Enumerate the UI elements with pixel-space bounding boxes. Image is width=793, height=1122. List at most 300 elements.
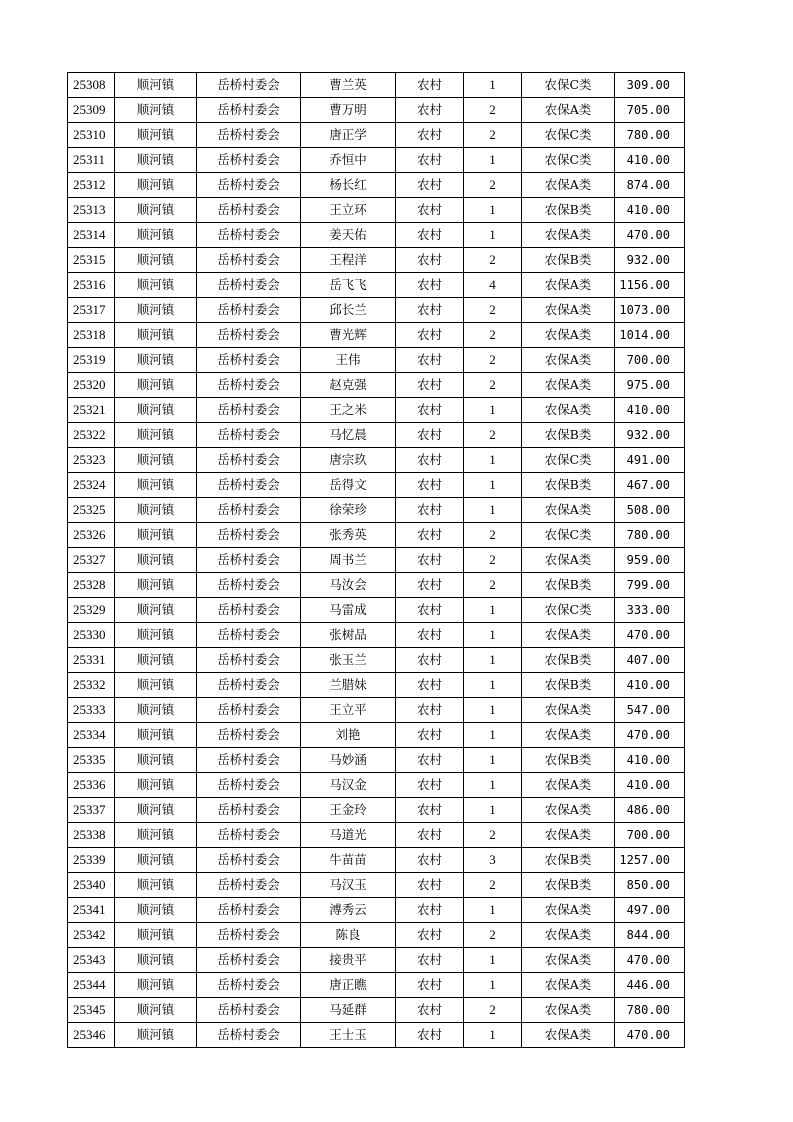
person-name-cell: 兰腊妹 [301, 673, 396, 698]
amount-cell: 470.00 [615, 1023, 685, 1048]
town-cell: 顺河镇 [115, 523, 197, 548]
person-name-cell: 陈良 [301, 923, 396, 948]
area-type-cell: 农村 [396, 473, 464, 498]
household-count-cell: 2 [464, 373, 522, 398]
household-count-cell: 1 [464, 773, 522, 798]
record-id-cell: 25346 [68, 1023, 115, 1048]
household-count-cell: 2 [464, 523, 522, 548]
amount-cell: 491.00 [615, 448, 685, 473]
record-id-cell: 25336 [68, 773, 115, 798]
person-name-cell: 溥秀云 [301, 898, 396, 923]
amount-cell: 700.00 [615, 348, 685, 373]
amount-cell: 486.00 [615, 798, 685, 823]
insurance-type-cell: 农保A类 [522, 348, 615, 373]
household-count-cell: 1 [464, 748, 522, 773]
person-name-cell: 马忆晨 [301, 423, 396, 448]
record-id-cell: 25311 [68, 148, 115, 173]
table-row [68, 773, 685, 798]
table-row [68, 148, 685, 173]
town-cell: 顺河镇 [115, 798, 197, 823]
household-count-cell: 1 [464, 598, 522, 623]
amount-cell: 799.00 [615, 573, 685, 598]
area-type-cell: 农村 [396, 423, 464, 448]
amount-cell: 410.00 [615, 398, 685, 423]
amount-cell: 959.00 [615, 548, 685, 573]
amount-cell: 309.00 [615, 73, 685, 98]
area-type-cell: 农村 [396, 898, 464, 923]
insurance-type-cell: 农保A类 [522, 273, 615, 298]
record-id-cell: 25310 [68, 123, 115, 148]
area-type-cell: 农村 [396, 448, 464, 473]
town-cell: 顺河镇 [115, 398, 197, 423]
area-type-cell: 农村 [396, 748, 464, 773]
town-cell: 顺河镇 [115, 598, 197, 623]
table-row [68, 498, 685, 523]
town-cell: 顺河镇 [115, 698, 197, 723]
insurance-type-cell: 农保C类 [522, 523, 615, 548]
amount-cell: 1257.00 [615, 848, 685, 873]
town-cell: 顺河镇 [115, 823, 197, 848]
household-count-cell: 1 [464, 898, 522, 923]
household-count-cell: 2 [464, 348, 522, 373]
village-committee-cell: 岳桥村委会 [197, 348, 301, 373]
table-row [68, 398, 685, 423]
amount-cell: 1014.00 [615, 323, 685, 348]
table-row [68, 648, 685, 673]
roster-table-body [68, 73, 685, 1048]
household-count-cell: 1 [464, 798, 522, 823]
amount-cell: 508.00 [615, 498, 685, 523]
area-type-cell: 农村 [396, 623, 464, 648]
town-cell: 顺河镇 [115, 123, 197, 148]
village-committee-cell: 岳桥村委会 [197, 98, 301, 123]
area-type-cell: 农村 [396, 123, 464, 148]
area-type-cell: 农村 [396, 773, 464, 798]
record-id-cell: 25316 [68, 273, 115, 298]
insurance-type-cell: 农保B类 [522, 673, 615, 698]
town-cell: 顺河镇 [115, 748, 197, 773]
record-id-cell: 25318 [68, 323, 115, 348]
table-row [68, 198, 685, 223]
record-id-cell: 25340 [68, 873, 115, 898]
household-count-cell: 1 [464, 948, 522, 973]
person-name-cell: 乔恒中 [301, 148, 396, 173]
table-row [68, 248, 685, 273]
town-cell: 顺河镇 [115, 73, 197, 98]
household-count-cell: 2 [464, 573, 522, 598]
person-name-cell: 王程洋 [301, 248, 396, 273]
amount-cell: 470.00 [615, 623, 685, 648]
village-committee-cell: 岳桥村委会 [197, 923, 301, 948]
insurance-type-cell: 农保A类 [522, 398, 615, 423]
insurance-type-cell: 农保A类 [522, 973, 615, 998]
table-row [68, 423, 685, 448]
village-committee-cell: 岳桥村委会 [197, 173, 301, 198]
household-count-cell: 1 [464, 73, 522, 98]
household-count-cell: 1 [464, 473, 522, 498]
village-committee-cell: 岳桥村委会 [197, 373, 301, 398]
table-row [68, 473, 685, 498]
household-count-cell: 1 [464, 148, 522, 173]
insurance-type-cell: 农保A类 [522, 173, 615, 198]
person-name-cell: 王士玉 [301, 1023, 396, 1048]
table-row [68, 223, 685, 248]
person-name-cell: 王伟 [301, 348, 396, 373]
record-id-cell: 25329 [68, 598, 115, 623]
area-type-cell: 农村 [396, 223, 464, 248]
town-cell: 顺河镇 [115, 473, 197, 498]
village-committee-cell: 岳桥村委会 [197, 573, 301, 598]
village-committee-cell: 岳桥村委会 [197, 473, 301, 498]
insurance-type-cell: 农保B类 [522, 248, 615, 273]
village-committee-cell: 岳桥村委会 [197, 873, 301, 898]
town-cell: 顺河镇 [115, 648, 197, 673]
amount-cell: 410.00 [615, 748, 685, 773]
town-cell: 顺河镇 [115, 498, 197, 523]
area-type-cell: 农村 [396, 523, 464, 548]
household-count-cell: 2 [464, 423, 522, 448]
table-row [68, 723, 685, 748]
town-cell: 顺河镇 [115, 973, 197, 998]
table-row [68, 523, 685, 548]
town-cell: 顺河镇 [115, 323, 197, 348]
person-name-cell: 姜天佑 [301, 223, 396, 248]
area-type-cell: 农村 [396, 848, 464, 873]
person-name-cell: 张玉兰 [301, 648, 396, 673]
record-id-cell: 25344 [68, 973, 115, 998]
village-committee-cell: 岳桥村委会 [197, 523, 301, 548]
person-name-cell: 接贵平 [301, 948, 396, 973]
table-row [68, 348, 685, 373]
village-committee-cell: 岳桥村委会 [197, 1023, 301, 1048]
area-type-cell: 农村 [396, 798, 464, 823]
area-type-cell: 农村 [396, 723, 464, 748]
insurance-type-cell: 农保A类 [522, 723, 615, 748]
table-row [68, 373, 685, 398]
record-id-cell: 25328 [68, 573, 115, 598]
table-row [68, 273, 685, 298]
household-count-cell: 1 [464, 198, 522, 223]
table-row [68, 173, 685, 198]
record-id-cell: 25332 [68, 673, 115, 698]
person-name-cell: 马延群 [301, 998, 396, 1023]
person-name-cell: 牛苗苗 [301, 848, 396, 873]
area-type-cell: 农村 [396, 373, 464, 398]
amount-cell: 932.00 [615, 423, 685, 448]
record-id-cell: 25338 [68, 823, 115, 848]
insurance-type-cell: 农保A类 [522, 373, 615, 398]
record-id-cell: 25335 [68, 748, 115, 773]
insurance-type-cell: 农保A类 [522, 548, 615, 573]
town-cell: 顺河镇 [115, 248, 197, 273]
village-committee-cell: 岳桥村委会 [197, 248, 301, 273]
town-cell: 顺河镇 [115, 923, 197, 948]
village-committee-cell: 岳桥村委会 [197, 648, 301, 673]
insurance-type-cell: 农保C类 [522, 73, 615, 98]
town-cell: 顺河镇 [115, 948, 197, 973]
insurance-type-cell: 农保B类 [522, 473, 615, 498]
insurance-type-cell: 农保C类 [522, 123, 615, 148]
record-id-cell: 25312 [68, 173, 115, 198]
village-committee-cell: 岳桥村委会 [197, 423, 301, 448]
table-row [68, 923, 685, 948]
table-row [68, 623, 685, 648]
person-name-cell: 徐荣珍 [301, 498, 396, 523]
amount-cell: 1073.00 [615, 298, 685, 323]
table-row [68, 573, 685, 598]
insurance-type-cell: 农保A类 [522, 698, 615, 723]
town-cell: 顺河镇 [115, 198, 197, 223]
village-committee-cell: 岳桥村委会 [197, 948, 301, 973]
insurance-type-cell: 农保C类 [522, 598, 615, 623]
record-id-cell: 25320 [68, 373, 115, 398]
person-name-cell: 曹兰英 [301, 73, 396, 98]
table-row [68, 973, 685, 998]
person-name-cell: 王立平 [301, 698, 396, 723]
record-id-cell: 25308 [68, 73, 115, 98]
insurance-type-cell: 农保A类 [522, 898, 615, 923]
person-name-cell: 岳得文 [301, 473, 396, 498]
record-id-cell: 25317 [68, 298, 115, 323]
insurance-type-cell: 农保A类 [522, 298, 615, 323]
record-id-cell: 25334 [68, 723, 115, 748]
village-committee-cell: 岳桥村委会 [197, 823, 301, 848]
household-count-cell: 2 [464, 248, 522, 273]
village-committee-cell: 岳桥村委会 [197, 498, 301, 523]
area-type-cell: 农村 [396, 823, 464, 848]
amount-cell: 844.00 [615, 923, 685, 948]
person-name-cell: 曹万明 [301, 98, 396, 123]
record-id-cell: 25313 [68, 198, 115, 223]
table-row [68, 448, 685, 473]
insurance-type-cell: 农保B类 [522, 748, 615, 773]
household-count-cell: 1 [464, 498, 522, 523]
amount-cell: 932.00 [615, 248, 685, 273]
household-count-cell: 2 [464, 823, 522, 848]
area-type-cell: 农村 [396, 273, 464, 298]
person-name-cell: 马雷成 [301, 598, 396, 623]
insurance-type-cell: 农保A类 [522, 798, 615, 823]
table-row [68, 98, 685, 123]
record-id-cell: 25322 [68, 423, 115, 448]
insurance-type-cell: 农保A类 [522, 1023, 615, 1048]
amount-cell: 470.00 [615, 948, 685, 973]
town-cell: 顺河镇 [115, 223, 197, 248]
insurance-type-cell: 农保A类 [522, 223, 615, 248]
area-type-cell: 农村 [396, 698, 464, 723]
area-type-cell: 农村 [396, 573, 464, 598]
table-row [68, 748, 685, 773]
person-name-cell: 唐正瞧 [301, 973, 396, 998]
town-cell: 顺河镇 [115, 1023, 197, 1048]
household-count-cell: 2 [464, 323, 522, 348]
person-name-cell: 马汉玉 [301, 873, 396, 898]
insurance-type-cell: 农保A类 [522, 923, 615, 948]
table-row [68, 998, 685, 1023]
table-row [68, 798, 685, 823]
record-id-cell: 25337 [68, 798, 115, 823]
town-cell: 顺河镇 [115, 373, 197, 398]
record-id-cell: 25342 [68, 923, 115, 948]
person-name-cell: 王立环 [301, 198, 396, 223]
amount-cell: 410.00 [615, 148, 685, 173]
person-name-cell: 马妙涵 [301, 748, 396, 773]
person-name-cell: 刘艳 [301, 723, 396, 748]
insurance-type-cell: 农保A类 [522, 948, 615, 973]
area-type-cell: 农村 [396, 348, 464, 373]
village-committee-cell: 岳桥村委会 [197, 723, 301, 748]
area-type-cell: 农村 [396, 998, 464, 1023]
amount-cell: 467.00 [615, 473, 685, 498]
town-cell: 顺河镇 [115, 723, 197, 748]
amount-cell: 410.00 [615, 773, 685, 798]
village-committee-cell: 岳桥村委会 [197, 298, 301, 323]
household-count-cell: 3 [464, 848, 522, 873]
village-committee-cell: 岳桥村委会 [197, 73, 301, 98]
household-count-cell: 2 [464, 173, 522, 198]
household-count-cell: 2 [464, 548, 522, 573]
table-row [68, 873, 685, 898]
insurance-type-cell: 农保B类 [522, 423, 615, 448]
town-cell: 顺河镇 [115, 998, 197, 1023]
town-cell: 顺河镇 [115, 448, 197, 473]
person-name-cell: 赵克强 [301, 373, 396, 398]
insurance-type-cell: 农保B类 [522, 848, 615, 873]
household-count-cell: 2 [464, 123, 522, 148]
household-count-cell: 1 [464, 398, 522, 423]
village-committee-cell: 岳桥村委会 [197, 998, 301, 1023]
record-id-cell: 25330 [68, 623, 115, 648]
household-count-cell: 1 [464, 623, 522, 648]
area-type-cell: 农村 [396, 173, 464, 198]
town-cell: 顺河镇 [115, 773, 197, 798]
amount-cell: 850.00 [615, 873, 685, 898]
table-row [68, 823, 685, 848]
record-id-cell: 25339 [68, 848, 115, 873]
record-id-cell: 25345 [68, 998, 115, 1023]
town-cell: 顺河镇 [115, 898, 197, 923]
area-type-cell: 农村 [396, 248, 464, 273]
person-name-cell: 张秀英 [301, 523, 396, 548]
village-committee-cell: 岳桥村委会 [197, 273, 301, 298]
household-count-cell: 1 [464, 223, 522, 248]
town-cell: 顺河镇 [115, 848, 197, 873]
person-name-cell: 邱长兰 [301, 298, 396, 323]
insurance-type-cell: 农保A类 [522, 323, 615, 348]
record-id-cell: 25324 [68, 473, 115, 498]
village-committee-cell: 岳桥村委会 [197, 773, 301, 798]
village-committee-cell: 岳桥村委会 [197, 198, 301, 223]
insurance-type-cell: 农保B类 [522, 873, 615, 898]
village-committee-cell: 岳桥村委会 [197, 148, 301, 173]
record-id-cell: 25315 [68, 248, 115, 273]
amount-cell: 470.00 [615, 223, 685, 248]
area-type-cell: 农村 [396, 148, 464, 173]
village-committee-cell: 岳桥村委会 [197, 448, 301, 473]
person-name-cell: 岳飞飞 [301, 273, 396, 298]
town-cell: 顺河镇 [115, 148, 197, 173]
record-id-cell: 25333 [68, 698, 115, 723]
amount-cell: 705.00 [615, 98, 685, 123]
town-cell: 顺河镇 [115, 98, 197, 123]
insurance-type-cell: 农保A类 [522, 623, 615, 648]
household-count-cell: 2 [464, 98, 522, 123]
area-type-cell: 农村 [396, 923, 464, 948]
village-committee-cell: 岳桥村委会 [197, 548, 301, 573]
table-row [68, 1023, 685, 1048]
area-type-cell: 农村 [396, 948, 464, 973]
person-name-cell: 杨长红 [301, 173, 396, 198]
household-count-cell: 1 [464, 1023, 522, 1048]
town-cell: 顺河镇 [115, 348, 197, 373]
amount-cell: 547.00 [615, 698, 685, 723]
record-id-cell: 25309 [68, 98, 115, 123]
amount-cell: 780.00 [615, 123, 685, 148]
insurance-type-cell: 农保A类 [522, 98, 615, 123]
village-committee-cell: 岳桥村委会 [197, 323, 301, 348]
person-name-cell: 王之米 [301, 398, 396, 423]
amount-cell: 470.00 [615, 723, 685, 748]
record-id-cell: 25323 [68, 448, 115, 473]
town-cell: 顺河镇 [115, 873, 197, 898]
village-committee-cell: 岳桥村委会 [197, 798, 301, 823]
town-cell: 顺河镇 [115, 423, 197, 448]
household-count-cell: 1 [464, 973, 522, 998]
household-count-cell: 1 [464, 648, 522, 673]
amount-cell: 975.00 [615, 373, 685, 398]
record-id-cell: 25319 [68, 348, 115, 373]
person-name-cell: 马汉金 [301, 773, 396, 798]
area-type-cell: 农村 [396, 398, 464, 423]
insurance-type-cell: 农保B类 [522, 198, 615, 223]
table-row [68, 548, 685, 573]
insurance-type-cell: 农保C类 [522, 448, 615, 473]
household-count-cell: 1 [464, 673, 522, 698]
person-name-cell: 张树品 [301, 623, 396, 648]
amount-cell: 874.00 [615, 173, 685, 198]
record-id-cell: 25331 [68, 648, 115, 673]
area-type-cell: 农村 [396, 73, 464, 98]
amount-cell: 333.00 [615, 598, 685, 623]
amount-cell: 1156.00 [615, 273, 685, 298]
village-committee-cell: 岳桥村委会 [197, 848, 301, 873]
village-committee-cell: 岳桥村委会 [197, 973, 301, 998]
town-cell: 顺河镇 [115, 573, 197, 598]
person-name-cell: 周书兰 [301, 548, 396, 573]
roster-table [67, 72, 685, 1048]
person-name-cell: 唐正学 [301, 123, 396, 148]
insurance-type-cell: 农保B类 [522, 648, 615, 673]
area-type-cell: 农村 [396, 1023, 464, 1048]
amount-cell: 446.00 [615, 973, 685, 998]
table-row [68, 598, 685, 623]
village-committee-cell: 岳桥村委会 [197, 223, 301, 248]
village-committee-cell: 岳桥村委会 [197, 673, 301, 698]
town-cell: 顺河镇 [115, 673, 197, 698]
record-id-cell: 25326 [68, 523, 115, 548]
record-id-cell: 25314 [68, 223, 115, 248]
town-cell: 顺河镇 [115, 623, 197, 648]
household-count-cell: 2 [464, 298, 522, 323]
person-name-cell: 马汝会 [301, 573, 396, 598]
town-cell: 顺河镇 [115, 548, 197, 573]
amount-cell: 497.00 [615, 898, 685, 923]
household-count-cell: 1 [464, 698, 522, 723]
person-name-cell: 王金玲 [301, 798, 396, 823]
table-row [68, 698, 685, 723]
insurance-type-cell: 农保C类 [522, 148, 615, 173]
amount-cell: 410.00 [615, 673, 685, 698]
